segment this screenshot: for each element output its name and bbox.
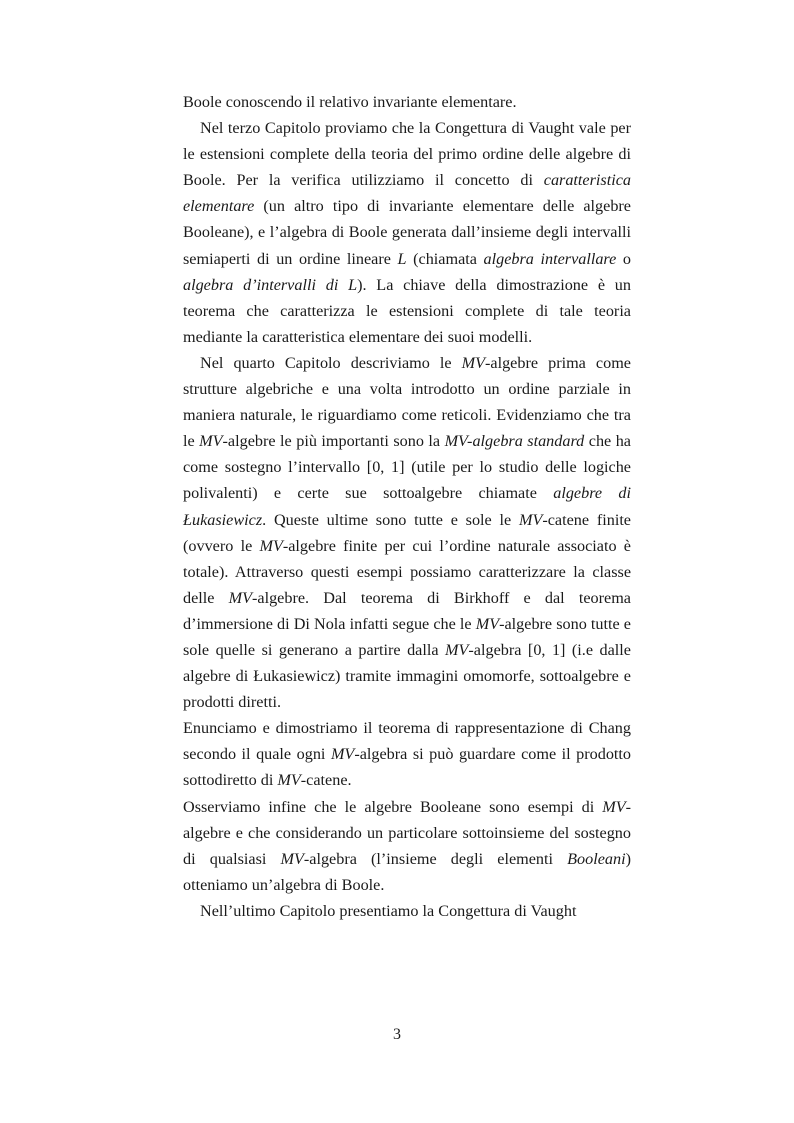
text-run: Osserviamo infine che le algebre Booleane sono esempi di (183, 797, 603, 816)
italic-text: MV (277, 771, 301, 790)
text-run: Enunciamo e dimostriamo il teorema di rappresentazione di Chang secondo il quale ogni (183, 719, 631, 764)
paragraph (183, 715, 631, 793)
text-run: Nel terzo Capitolo proviamo che la Congettura di Vaught vale per le estensioni complete della teoria del primo ordine delle algebre di Boole. Per la verifica utilizziamo il concetto di (183, 119, 631, 190)
text-run: . Queste ultime sono tutte e sole le (262, 510, 519, 529)
text-run: ) otteniamo un’algebra di Boole. (183, 849, 631, 894)
italic-text: MV (199, 432, 223, 451)
text-run: -catene finite (ovvero le (183, 510, 631, 555)
paragraph (183, 89, 631, 115)
text-run: -algebre e che considerando un particolare sottoinsieme del sostegno di qualsiasi (183, 797, 631, 868)
page-body (183, 89, 631, 924)
text-run: -algebre prima come strutture algebriche e una volta introdotto un ordine parziale in maniera naturale, le riguardiamo come reticoli. Evidenziamo che tra le (183, 353, 631, 451)
italic-text: Booleani (567, 849, 626, 868)
text-run: -algebra si può guardare come il prodotto sottodiretto di (183, 745, 632, 790)
text-run: (un altro tipo di invariante elementare delle algebre Booleane), e l’algebra di Boole generata dall’insieme degli intervalli semiaperti di un ordine lineare (183, 197, 631, 268)
text-run: -algebra (l’insieme degli elementi (303, 849, 568, 868)
italic-text: algebre di Łukasiewicz (183, 484, 631, 529)
italic-text: MV (330, 745, 355, 764)
text-run: -algebre le più importanti sono la (222, 432, 445, 451)
text-run: -catene. (300, 771, 352, 790)
italic-text: MV (461, 353, 486, 372)
paragraph (183, 794, 631, 898)
paragraph (183, 350, 631, 715)
paragraph (183, 115, 631, 350)
text-run: -algebre sono tutte e sole quelle si generano a partire dalla (183, 614, 631, 659)
italic-text: MV-algebra standard (444, 432, 585, 451)
text-run: Nell’ultimo Capitolo presentiamo la Congettura di Vaught (200, 901, 577, 920)
italic-text: algebra d’intervalli di L (183, 275, 358, 294)
text-run: o (616, 249, 632, 268)
italic-text: caratteristica elementare (183, 171, 631, 216)
italic-text: L (397, 249, 407, 268)
text-run: ). La chiave della dimostrazione è un teorema che caratterizza le estensioni complete di tale teoria mediante la caratteristica elementare dei suoi modelli. (183, 275, 631, 346)
text-run: (chiamata (406, 249, 484, 268)
paragraph (183, 898, 631, 924)
text-run: Nel quarto Capitolo descriviamo le (200, 353, 462, 372)
page-number: 3 (393, 1026, 401, 1043)
italic-text: MV (475, 614, 500, 633)
italic-text: MV (280, 849, 304, 868)
italic-text: MV (259, 536, 283, 555)
italic-text: MV (228, 588, 253, 607)
italic-text: MV (602, 797, 626, 816)
text-run: Boole conoscendo il relativo invariante elementare. (183, 93, 517, 111)
italic-text: MV (518, 510, 543, 529)
italic-text: MV (445, 640, 469, 659)
text-run: -algebre. Dal teorema di Birkhoff e dal teorema d’immersione di Di Nola infatti segue che le (183, 588, 631, 633)
text-run: -algebre finite per cui l’ordine naturale associato è totale). Attraverso questi esempi possiamo caratterizzare la classe delle (183, 536, 631, 607)
italic-text: algebra intervallare (483, 249, 617, 268)
text-run: -algebra [0, 1] (i.e dalle algebre di Łukasiewicz) tramite immagini omomorfe, sottoalgebre e prodotti diretti. (183, 640, 631, 712)
text-run: che ha come sostegno l’intervallo [0, 1] (utile per lo studio delle logiche polivalenti) e certe sue sottoalgebre chiamate (183, 432, 631, 503)
